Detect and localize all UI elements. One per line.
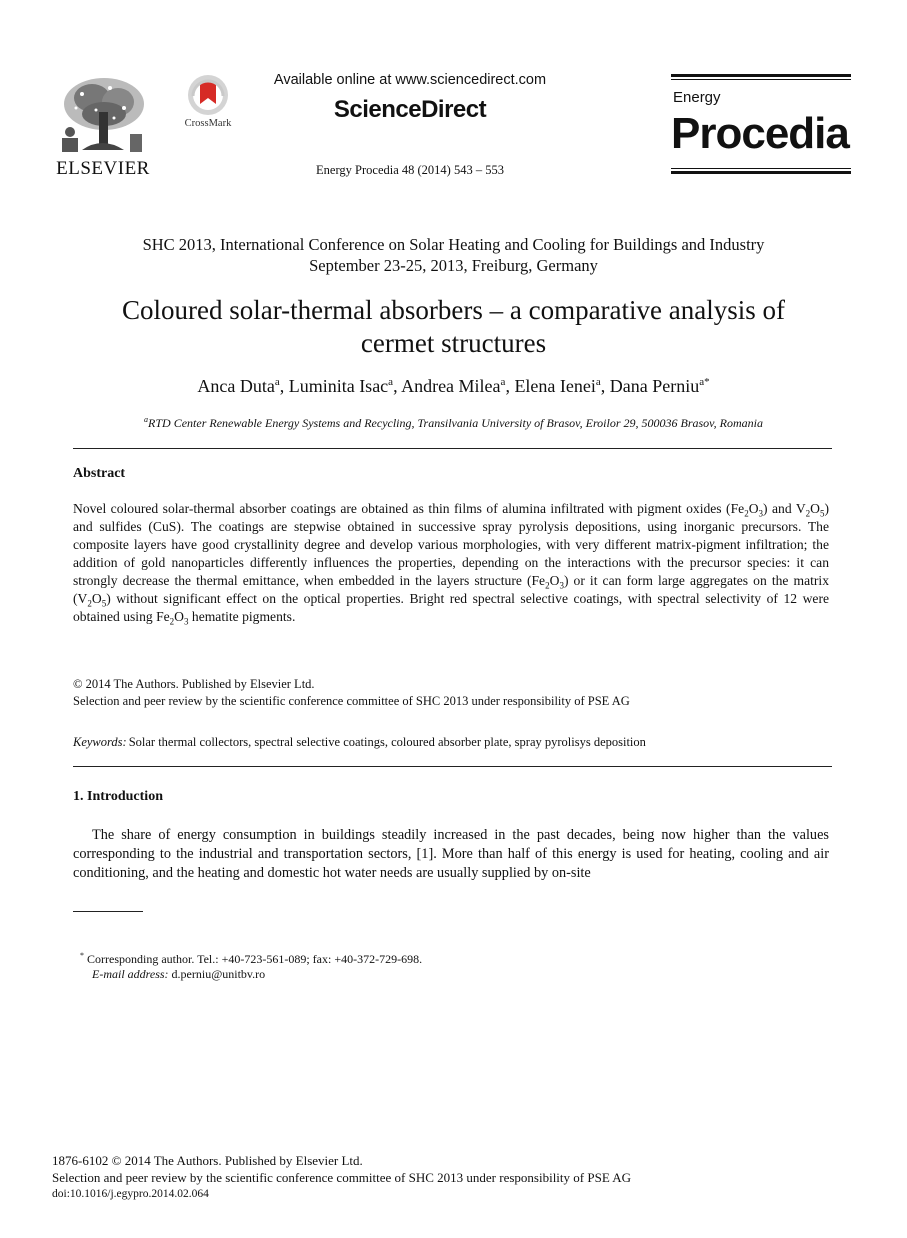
article-title	[60, 294, 847, 360]
crossmark-icon	[176, 74, 240, 116]
keywords	[73, 735, 646, 750]
introduction-text: The share of energy consumption in buildings steadily increased in the past decades, being now higher than the values corresponding to the industrial and transportation sectors, [1]. More than half of this energy is used for heating, cooling and air conditioning, and the heating and domestic hot water needs are usually supplied by on-site	[73, 827, 829, 881]
journal-logo-energy: Energy	[673, 89, 721, 106]
journal-reference: Energy Procedia 48 (2014) 543 – 553	[316, 163, 504, 177]
author-list	[60, 376, 847, 397]
abstract-heading: Abstract	[73, 466, 126, 481]
sciencedirect-logo[interactable]: ScienceDirect	[333, 96, 487, 123]
title-line-1: Coloured solar-thermal absorbers – a comparative analysis of	[122, 295, 785, 325]
footer-peer-review: Selection and peer review by the scientific conference committee of SHC 2013 under responsibility of PSE AG	[52, 1170, 632, 1185]
crossmark-badge[interactable]	[176, 74, 240, 134]
author: Elena Ienei$^a$,	[514, 376, 610, 396]
elsevier-logo	[52, 74, 154, 182]
corresponding-author-note: * Corresponding author. Tel.: +40-723-561-089; fax: +40-372-729-698.	[80, 951, 423, 966]
divider	[73, 448, 832, 449]
doi-link[interactable]: doi:10.1016/j.egypro.2014.02.064	[52, 1188, 209, 1200]
author: Andrea Milea$^a$,	[401, 376, 515, 396]
energy-procedia-logo	[671, 74, 853, 178]
conference-line-1: SHC 2013, International Conference on Solar Heating and Cooling for Buildings and Industry	[142, 235, 765, 254]
keywords-text: Solar thermal collectors, spectral selective coatings, coloured absorber plate, spray pyrolisys deposition	[128, 735, 646, 749]
author: Luminita Isac$^a$,	[288, 376, 402, 396]
conference-info	[40, 234, 867, 276]
copyright-line: © 2014 The Authors. Published by Elsevier Ltd.	[73, 677, 315, 691]
divider	[73, 766, 832, 767]
affiliation: $^a$RTD Center Renewable Energy Systems and Recycling, Transilvania University of Brasov, Eroilor 29, 500036 Brasov, Romania	[144, 415, 763, 430]
title-line-2: cermet structures	[360, 328, 547, 358]
journal-logo-procedia: Procedia	[671, 109, 849, 158]
author: Anca Duta$^a$,	[197, 376, 289, 396]
abstract-text: Novel coloured solar-thermal absorber coatings are obtained as thin films of alumina infiltrated with pigment oxides $(Fe_2O_3)$ and $V_2O_5$) and sulfides (CuS). The coatings are stepwise obtained in successive spray pyrolysis depositions, using inorganic precursors. The composite layers have good crystallinity degree and develop various morphologies, with very different matrix-pigment infiltration; the addition of gold nanoparticles differently influences the properties, depending on the interactions with the precursor species: it can strongly decrease the thermal emittance, when embedded in the layers structure $(Fe_2O_3)$ or it can form large aggregates on the matrix $(V_2O_5)$ without significant effect on the optical properties. Bright red spectral selective coatings, with spectral selectivity of 12 were obtained using $Fe_2O_3$ hematite pigments.	[73, 501, 830, 627]
author: Dana Perniu$^{a*}$	[609, 376, 710, 396]
elsevier-wordmark: ELSEVIER	[56, 158, 150, 179]
email-note: E-mail address: d.perniu@unitbv.ro	[92, 967, 266, 981]
issn-line: 1876-6102 © 2014 The Authors. Published by Elsevier Ltd.	[52, 1153, 363, 1168]
conference-line-2: September 23-25, 2013, Freiburg, Germany	[309, 256, 598, 275]
peer-review-line: Selection and peer review by the scientific conference committee of SHC 2013 under responsibility of PSE AG	[73, 694, 630, 708]
keywords-label: Keywords:	[73, 735, 127, 749]
introduction-heading: 1. Introduction	[73, 789, 163, 804]
available-online: Available online at www.sciencedirect.com	[273, 72, 547, 88]
email-address[interactable]: d.perniu@unitbv.ro	[168, 967, 266, 981]
crossmark-label: CrossMark	[184, 118, 232, 129]
footnote-rule	[73, 911, 143, 912]
